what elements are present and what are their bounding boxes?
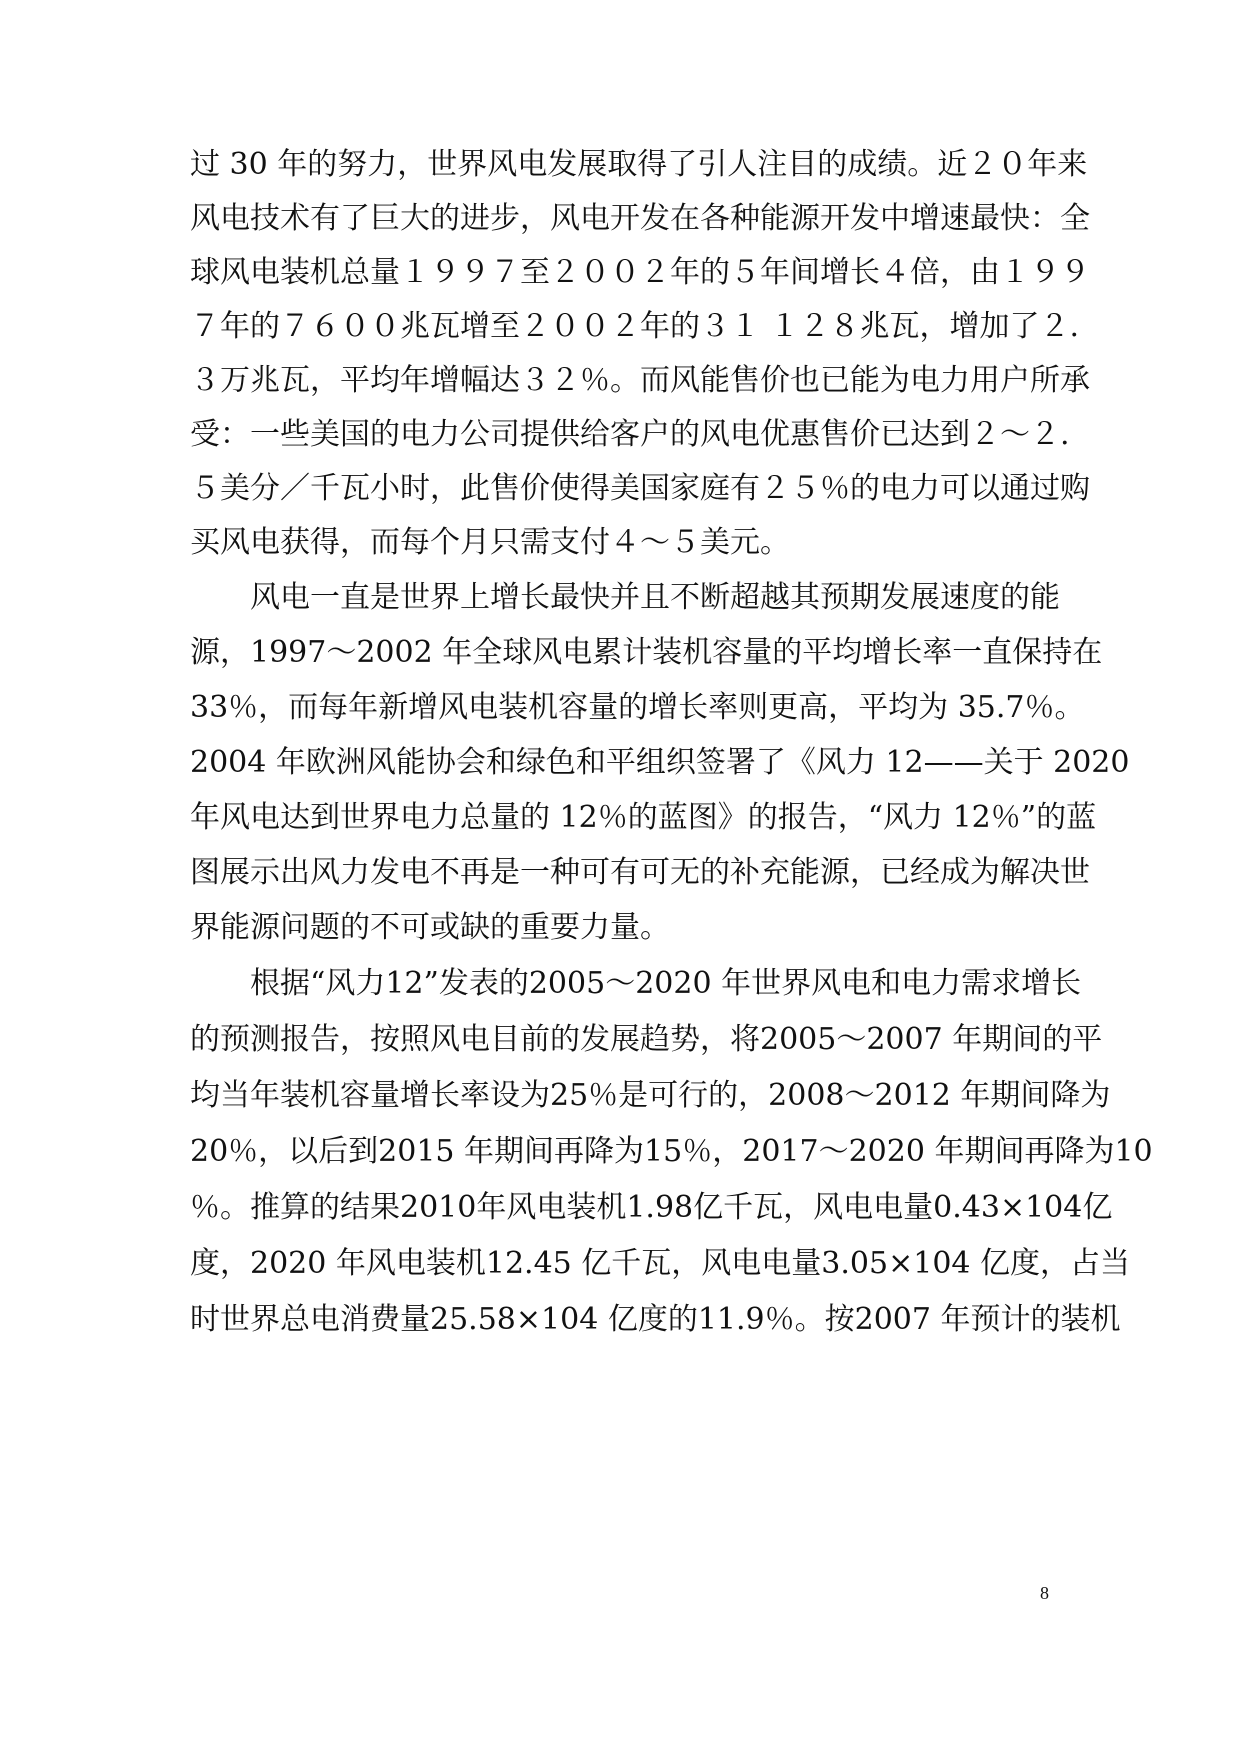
paragraph-3-line-4: 20％，以后到2015 年期间再降为15％，2017～2020 年期间再降为10 bbox=[190, 1134, 1153, 1169]
paragraph-1-line-5: ３万兆瓦，平均年增幅达３２％。而风能售价也已能为电力用户所承 bbox=[190, 363, 1090, 398]
page-number: 8 bbox=[1040, 1583, 1049, 1603]
paragraph-3-line-6: 度，2020 年风电装机12.45 亿千瓦，风电电量3.05×104 亿度，占当 bbox=[190, 1246, 1131, 1281]
paragraph-2-line-2: 源，1997～2002 年全球风电累计装机容量的平均增长率一直保持在 bbox=[190, 635, 1103, 670]
paragraph-1-line-6: 受：一些美国的电力公司提供给客户的风电优惠售价已达到２～２. bbox=[190, 417, 1070, 452]
paragraph-3-line-7: 时世界总电消费量25.58×104 亿度的11.9％。按2007 年预计的装机 bbox=[190, 1302, 1121, 1337]
paragraph-2-line-7: 界能源问题的不可或缺的重要力量。 bbox=[190, 910, 670, 945]
paragraph-1-line-4: ７年的７６００兆瓦增至２００２年的３１ １２８兆瓦，增加了２. bbox=[190, 309, 1080, 344]
paragraph-2-line-5: 年风电达到世界电力总量的 12％的蓝图》的报告，“风力 12％”的蓝 bbox=[190, 800, 1097, 835]
paragraph-2-line-6: 图展示出风力发电不再是一种可有可无的补充能源，已经成为解决世 bbox=[190, 855, 1090, 890]
paragraph-2-line-1: 风电一直是世界上增长最快并且不断超越其预期发展速度的能 bbox=[250, 580, 1060, 615]
paragraph-3-line-3: 均当年装机容量增长率设为25％是可行的，2008～2012 年期间降为 bbox=[190, 1078, 1111, 1113]
paragraph-1-line-8: 买风电获得，而每个月只需支付４～５美元。 bbox=[190, 525, 790, 560]
paragraph-2-line-4: 2004 年欧洲风能协会和绿色和平组织签署了《风力 12——关于 2020 bbox=[190, 745, 1130, 780]
paragraph-1-line-1: 过 30 年的努力，世界风电发展取得了引人注目的成绩。近２０年来 bbox=[190, 147, 1088, 182]
paragraph-3-line-2: 的预测报告，按照风电目前的发展趋势，将2005～2007 年期间的平 bbox=[190, 1022, 1103, 1057]
paragraph-1-line-2: 风电技术有了巨大的进步，风电开发在各种能源开发中增速最快：全 bbox=[190, 201, 1090, 236]
paragraph-3-line-1: 根据“风力12”发表的2005～2020 年世界风电和电力需求增长 bbox=[250, 966, 1082, 1001]
paragraph-1-line-7: ５美分／千瓦小时，此售价使得美国家庭有２５％的电力可以通过购 bbox=[190, 471, 1090, 506]
paragraph-1-line-3: 球风电装机总量１９９７至２００２年的５年间增长４倍，由１９９ bbox=[190, 255, 1090, 290]
paragraph-2-line-3: 33％，而每年新增风电装机容量的增长率则更高，平均为 35.7％。 bbox=[190, 690, 1085, 725]
paragraph-3-line-5: ％。推算的结果2010年风电装机1.98亿千瓦，风电电量0.43×104亿 bbox=[190, 1190, 1113, 1225]
